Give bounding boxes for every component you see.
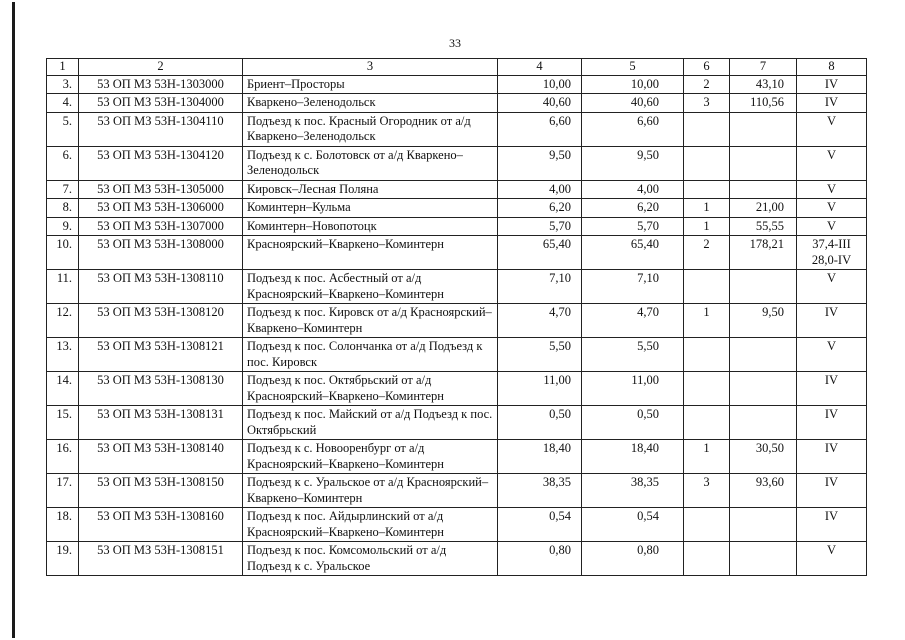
road-name-cell: Подъезд к пос. Асбестный от а/д Красноярский–Кваркено–Коминтерн <box>243 270 498 304</box>
length-total-cell: 4,00 <box>498 180 582 199</box>
bridges-count-cell <box>684 406 730 440</box>
road-category-value: V <box>826 147 837 162</box>
road-code-cell: 53 ОП МЗ 53Н-1308151 <box>79 542 243 576</box>
road-name-cell: Кваркено–Зеленодольск <box>243 94 498 113</box>
road-category-value: IV <box>824 373 839 387</box>
table-row <box>47 94 867 113</box>
bridges-length-cell <box>730 508 797 542</box>
bridges-length-cell: 110,56 <box>730 94 797 113</box>
length-total-cell: 10,00 <box>498 75 582 94</box>
bridges-count-cell <box>684 180 730 199</box>
page-number: 33 <box>449 36 461 50</box>
length-cell: 7,10 <box>582 270 684 304</box>
bridges-count-cell <box>684 542 730 576</box>
road-category-value: V <box>826 181 837 196</box>
road-code-cell: 53 ОП МЗ 53Н-1304000 <box>79 94 243 113</box>
bridges-count-cell: 2 <box>684 75 730 94</box>
road-code-cell: 53 ОП МЗ 53Н-1308130 <box>79 372 243 406</box>
bridges-length-cell: 43,10 <box>730 75 797 94</box>
road-category-cell <box>797 406 867 440</box>
length-cell: 6,20 <box>582 199 684 218</box>
row-number-cell: 17. <box>47 474 79 508</box>
length-total-cell: 0,80 <box>498 542 582 576</box>
table-row <box>47 236 867 270</box>
road-category-value: IV <box>824 76 839 91</box>
table-row <box>47 146 867 180</box>
length-total-cell: 11,00 <box>498 372 582 406</box>
bridges-length-cell <box>730 270 797 304</box>
length-cell: 0,50 <box>582 406 684 440</box>
bridges-count-cell <box>684 270 730 304</box>
header-row <box>47 59 867 76</box>
bridges-length-cell: 55,55 <box>730 217 797 236</box>
header-cell: 1 <box>47 59 79 76</box>
road-name-cell: Подъезд к пос. Комсомольский от а/д Подъезд к с. Уральское <box>243 542 498 576</box>
length-cell: 10,00 <box>582 75 684 94</box>
row-number-cell: 16. <box>47 440 79 474</box>
road-category-cell <box>797 199 867 218</box>
length-cell: 6,60 <box>582 112 684 146</box>
table-row <box>47 270 867 304</box>
row-number-cell: 18. <box>47 508 79 542</box>
road-code-cell: 53 ОП МЗ 53Н-1305000 <box>79 180 243 199</box>
bridges-length-cell <box>730 406 797 440</box>
road-category-cell <box>797 440 867 474</box>
bridges-length-cell: 178,21 <box>730 236 797 270</box>
road-category-cell <box>797 180 867 199</box>
table-row <box>47 440 867 474</box>
length-cell: 38,35 <box>582 474 684 508</box>
road-name-cell: Подъезд к пос. Октябрьский от а/д Красноярский–Кваркено–Коминтерн <box>243 372 498 406</box>
length-total-cell: 9,50 <box>498 146 582 180</box>
road-code-cell: 53 ОП МЗ 53Н-1308120 <box>79 304 243 338</box>
road-name-cell: Подъезд к с. Новооренбург от а/д Красноярский–Кваркено–Коминтерн <box>243 440 498 474</box>
road-category-value: 37,4-III <box>812 237 851 251</box>
road-category-value: V <box>826 339 837 353</box>
length-cell: 65,40 <box>582 236 684 270</box>
length-total-cell: 38,35 <box>498 474 582 508</box>
length-total-cell: 6,20 <box>498 199 582 218</box>
bridges-count-cell: 1 <box>684 217 730 236</box>
road-category-cell <box>797 270 867 304</box>
road-name-cell: Подъезд к с. Уральское от а/д Красноярский–Кваркено–Коминтерн <box>243 474 498 508</box>
length-cell: 0,80 <box>582 542 684 576</box>
bridges-length-cell: 9,50 <box>730 304 797 338</box>
table-row <box>47 542 867 576</box>
row-number-cell: 9. <box>47 217 79 236</box>
road-code-cell: 53 ОП МЗ 53Н-1303000 <box>79 75 243 94</box>
length-total-cell: 0,50 <box>498 406 582 440</box>
bridges-count-cell <box>684 372 730 406</box>
road-code-cell: 53 ОП МЗ 53Н-1304120 <box>79 146 243 180</box>
road-name-cell: Кировск–Лесная Поляна <box>243 180 498 199</box>
row-number-cell: 3. <box>47 75 79 94</box>
road-category-value: IV <box>824 305 839 319</box>
road-category-cell <box>797 338 867 372</box>
road-category-value: V <box>826 543 837 557</box>
road-category-value: IV <box>824 95 839 109</box>
header-cell: 6 <box>684 59 730 76</box>
length-cell: 5,70 <box>582 217 684 236</box>
length-total-cell: 4,70 <box>498 304 582 338</box>
row-number-cell: 6. <box>47 146 79 180</box>
length-total-cell: 40,60 <box>498 94 582 113</box>
road-category-cell <box>797 304 867 338</box>
header-cell: 2 <box>79 59 243 76</box>
bridges-length-cell <box>730 112 797 146</box>
bridges-count-cell: 1 <box>684 440 730 474</box>
row-number-cell: 4. <box>47 94 79 113</box>
row-number-cell: 15. <box>47 406 79 440</box>
bridges-count-cell: 1 <box>684 304 730 338</box>
table-row <box>47 508 867 542</box>
road-name-cell: Бриент–Просторы <box>243 75 498 94</box>
length-cell: 5,50 <box>582 338 684 372</box>
table-row <box>47 199 867 218</box>
road-category-value: V <box>826 200 837 214</box>
row-number-cell: 19. <box>47 542 79 576</box>
row-number-cell: 12. <box>47 304 79 338</box>
length-cell: 0,54 <box>582 508 684 542</box>
row-number-cell: 5. <box>47 112 79 146</box>
table-row <box>47 338 867 372</box>
bridges-count-cell: 3 <box>684 94 730 113</box>
length-total-cell: 65,40 <box>498 236 582 270</box>
road-code-cell: 53 ОП МЗ 53Н-1307000 <box>79 217 243 236</box>
header-cell: 5 <box>582 59 684 76</box>
length-total-cell: 0,54 <box>498 508 582 542</box>
length-total-cell: 18,40 <box>498 440 582 474</box>
bridges-count-cell: 3 <box>684 474 730 508</box>
table-row <box>47 180 867 199</box>
table-row <box>47 217 867 236</box>
road-register-table <box>46 58 867 576</box>
road-category-value: V <box>826 113 837 128</box>
table-body <box>47 59 867 576</box>
road-name-cell: Подъезд к пос. Кировск от а/д Красноярский–Кваркено–Коминтерн <box>243 304 498 338</box>
road-name-cell: Подъезд к с. Болотовск от а/д Кваркено–Зеленодольск <box>243 146 498 180</box>
length-cell: 11,00 <box>582 372 684 406</box>
road-category-value: IV <box>824 441 839 455</box>
bridges-count-cell: 2 <box>684 236 730 270</box>
row-number-cell: 10. <box>47 236 79 270</box>
row-number-cell: 11. <box>47 270 79 304</box>
bridges-length-cell: 21,00 <box>730 199 797 218</box>
road-category-cell <box>797 508 867 542</box>
row-number-cell: 14. <box>47 372 79 406</box>
bridges-length-cell <box>730 146 797 180</box>
table-row <box>47 304 867 338</box>
road-category-value: V <box>826 218 837 233</box>
road-code-cell: 53 ОП МЗ 53Н-1308121 <box>79 338 243 372</box>
bridges-length-cell <box>730 180 797 199</box>
scan-edge-bar <box>12 2 15 638</box>
road-code-cell: 53 ОП МЗ 53Н-1308140 <box>79 440 243 474</box>
road-code-cell: 53 ОП МЗ 53Н-1304110 <box>79 112 243 146</box>
header-cell: 3 <box>243 59 498 76</box>
bridges-count-cell <box>684 146 730 180</box>
bridges-count-cell <box>684 338 730 372</box>
bridges-length-cell <box>730 542 797 576</box>
header-cell: 4 <box>498 59 582 76</box>
road-category-cell <box>797 217 867 236</box>
length-cell: 18,40 <box>582 440 684 474</box>
length-cell: 9,50 <box>582 146 684 180</box>
road-category-cell <box>797 474 867 508</box>
road-code-cell: 53 ОП МЗ 53Н-1308131 <box>79 406 243 440</box>
bridges-count-cell <box>684 112 730 146</box>
row-number-cell: 7. <box>47 180 79 199</box>
bridges-length-cell <box>730 338 797 372</box>
road-name-cell: Красноярский–Кваркено–Коминтерн <box>243 236 498 270</box>
row-number-cell: 8. <box>47 199 79 218</box>
road-name-cell: Подъезд к пос. Майский от а/д Подъезд к пос. Октябрьский <box>243 406 498 440</box>
road-code-cell: 53 ОП МЗ 53Н-1308160 <box>79 508 243 542</box>
road-category-cell <box>797 94 867 113</box>
table-row <box>47 112 867 146</box>
length-total-cell: 6,60 <box>498 112 582 146</box>
road-code-cell: 53 ОП МЗ 53Н-1306000 <box>79 199 243 218</box>
length-cell: 4,70 <box>582 304 684 338</box>
road-name-cell: Подъезд к пос. Красный Огородник от а/д Кваркено–Зеленодольск <box>243 112 498 146</box>
road-category-value: IV <box>824 475 839 489</box>
length-cell: 40,60 <box>582 94 684 113</box>
road-name-cell: Коминтерн–Новопотоцк <box>243 217 498 236</box>
road-code-cell: 53 ОП МЗ 53Н-1308110 <box>79 270 243 304</box>
road-category-value: IV <box>824 407 839 421</box>
table-row <box>47 75 867 94</box>
bridges-length-cell: 93,60 <box>730 474 797 508</box>
road-category-cell <box>797 146 867 180</box>
road-name-cell: Коминтерн–Кульма <box>243 199 498 218</box>
bridges-length-cell <box>730 372 797 406</box>
length-cell: 4,00 <box>582 180 684 199</box>
table-row <box>47 372 867 406</box>
length-total-cell: 5,50 <box>498 338 582 372</box>
bridges-count-cell: 1 <box>684 199 730 218</box>
road-category-value: V <box>826 271 837 285</box>
table-row <box>47 406 867 440</box>
table-row <box>47 474 867 508</box>
bridges-length-cell: 30,50 <box>730 440 797 474</box>
length-total-cell: 7,10 <box>498 270 582 304</box>
road-name-cell: Подъезд к пос. Солончанка от а/д Подъезд к пос. Кировск <box>243 338 498 372</box>
road-code-cell: 53 ОП МЗ 53Н-1308150 <box>79 474 243 508</box>
road-category-cell <box>797 112 867 146</box>
road-category-value-secondary: 28,0-IV <box>811 252 852 267</box>
road-category-cell <box>797 542 867 576</box>
road-category-cell <box>797 372 867 406</box>
road-category-cell <box>797 75 867 94</box>
road-name-cell: Подъезд к пос. Айдырлинский от а/д Красноярский–Кваркено–Коминтерн <box>243 508 498 542</box>
header-cell: 7 <box>730 59 797 76</box>
row-number-cell: 13. <box>47 338 79 372</box>
road-category-value: IV <box>824 509 839 523</box>
road-code-cell: 53 ОП МЗ 53Н-1308000 <box>79 236 243 270</box>
road-category-cell <box>797 236 867 270</box>
bridges-count-cell <box>684 508 730 542</box>
header-cell: 8 <box>797 59 867 76</box>
length-total-cell: 5,70 <box>498 217 582 236</box>
